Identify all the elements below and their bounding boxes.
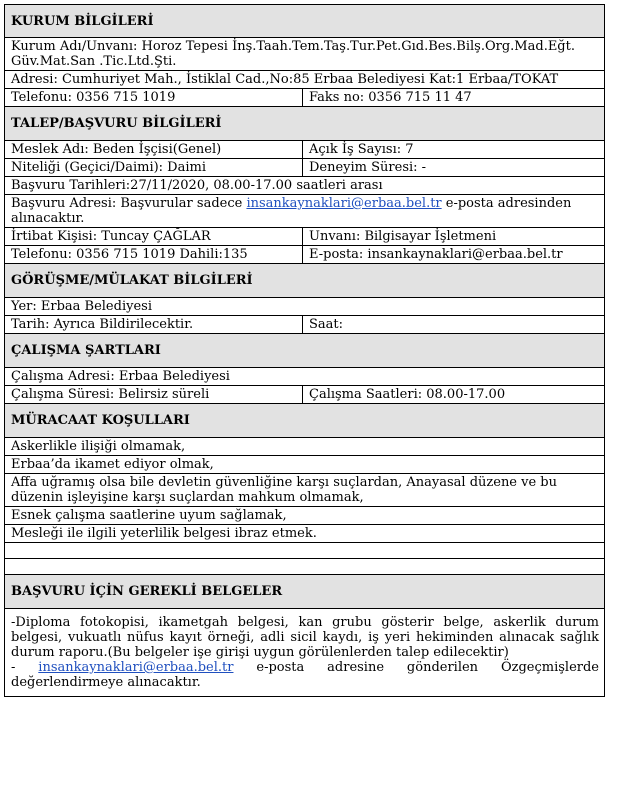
muracaat-item: Esnek çalışma saatlerine uyum sağlamak, [4, 507, 605, 525]
irtibat-contact-row [4, 246, 605, 264]
section-header-gorusme: GÖRÜŞME/MÜLAKAT BİLGİLERİ [4, 264, 605, 298]
belgeler-email-line [11, 660, 599, 675]
basvuru-adresi-pre: Başvuru Adresi: Başvurular sadece [11, 196, 247, 211]
job-posting-form [4, 4, 605, 697]
muracaat-item: Askerlikle ilişiği olmamak, [4, 438, 605, 456]
gorusme-tarih: Tarih: Ayrıca Bildirilecektir. [5, 316, 303, 333]
kurum-adres: Adresi: Cumhuriyet Mah., İstiklal Cad.,No:85 Erbaa Belediyesi Kat:1 Erbaa/TOKAT [4, 71, 605, 89]
irtibat-kisisi: İrtibat Kişisi: Tuncay ÇAĞLAR [5, 228, 303, 245]
talep-meslek-row [4, 141, 605, 159]
section-header-kurum: KURUM BİLGİLERİ [4, 4, 605, 38]
kurum-faks: Faks no: 0356 715 11 47 [309, 90, 472, 105]
unvani: Unvanı: Bilgisayar İşletmeni [309, 229, 497, 244]
belgeler-email-link[interactable]: insankaynaklari@erbaa.bel.tr [38, 660, 234, 675]
section-header-belgeler: BAŞVURU İÇİN GEREKLİ BELGELER [4, 575, 605, 609]
kurum-telefon: Telefonu: 0356 715 1019 [5, 89, 303, 106]
irtibat-eposta: E-posta: insankaynaklari@erbaa.bel.tr [309, 247, 563, 262]
muracaat-item: Erbaa’da ikamet ediyor olmak, [4, 456, 605, 474]
section-header-talep: TALEP/BAŞVURU BİLGİLERİ [4, 107, 605, 141]
muracaat-item: Mesleği ile ilgili yeterlilik belgesi ibraz etmek. [4, 525, 605, 543]
calisma-adresi: Çalışma Adresi: Erbaa Belediyesi [4, 368, 605, 386]
dash: - [11, 660, 16, 675]
deneyim-suresi: Deneyim Süresi: - [309, 160, 427, 175]
empty-row [4, 559, 605, 575]
irtibat-row [4, 228, 605, 246]
word: adresine [327, 660, 385, 675]
kurum-contact-row [4, 89, 605, 107]
belgeler-text: -Diploma fotokopisi, ikametgah belgesi, kan grubu gösterir belge, askerlik durum belgesi, vukuatlı nüfus kayıt örneği, adli sicil kaydı, iş yeri hekiminden alınacak sağlık durum raporu.(Bu belgeler işe girişi uygun görülenlerden talep edilecektir) [11, 615, 599, 660]
calisma-sure-row [4, 386, 605, 404]
irtibat-telefon: Telefonu: 0356 715 1019 Dahili:135 [5, 246, 303, 263]
gorusme-tarih-row [4, 316, 605, 334]
basvuru-tarihleri: Başvuru Tarihleri:27/11/2020, 08.00-17.00 saatleri arası [4, 177, 605, 195]
calisma-suresi: Çalışma Süresi: Belirsiz süreli [5, 386, 303, 403]
section-header-muracaat: MÜRACAAT KOŞULLARI [4, 404, 605, 438]
word: gönderilen [406, 660, 479, 675]
belgeler-content [4, 609, 605, 697]
section-header-calisma: ÇALIŞMA ŞARTLARI [4, 334, 605, 368]
word: Özgeçmişlerde [500, 660, 599, 675]
basvuru-adresi-post: e-posta adresinden alınacaktır. [11, 196, 572, 226]
belgeler-text-end: değerlendirmeye alınacaktır. [11, 675, 201, 690]
empty-row [4, 543, 605, 559]
acik-is-sayisi: Açık İş Sayısı: 7 [309, 142, 414, 157]
meslek-adi: Meslek Adı: Beden İşçisi(Genel) [5, 141, 303, 158]
niteligi: Niteliği (Geçici/Daimi): Daimi [5, 159, 303, 176]
gorusme-yer: Yer: Erbaa Belediyesi [4, 298, 605, 316]
basvuru-adresi [4, 195, 605, 228]
email-link[interactable]: insankaynaklari@erbaa.bel.tr [246, 196, 442, 211]
gorusme-saat: Saat: [309, 317, 344, 332]
calisma-saatleri: Çalışma Saatleri: 08.00-17.00 [309, 387, 506, 402]
word: e-posta [256, 660, 305, 675]
talep-nitelik-row [4, 159, 605, 177]
kurum-adi: Kurum Adı/Unvanı: Horoz Tepesi İnş.Taah.Tem.Taş.Tur.Pet.Gıd.Bes.Bilş.Org.Mad.Eğt. Güv.Mat.San .Tic.Ltd.Şti. [4, 38, 605, 71]
muracaat-item: Affa uğramış olsa bile devletin güvenliğine karşı suçlardan, Anayasal düzene ve bu düzenin işleyişine karşı suçlardan mahkum olmamak, [4, 474, 605, 507]
